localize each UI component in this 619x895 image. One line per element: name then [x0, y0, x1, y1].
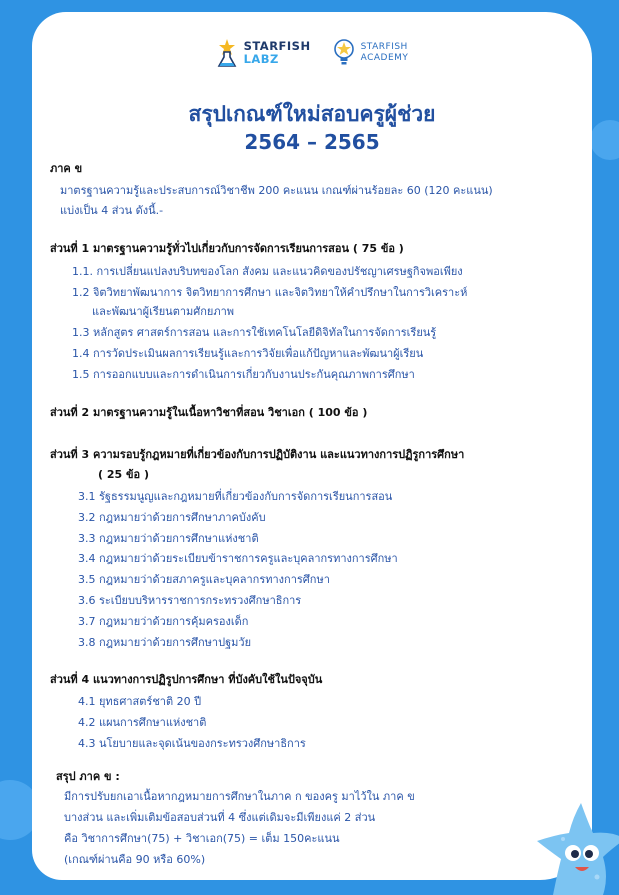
summary-heading: สรุป ภาค ข :: [56, 770, 120, 783]
list-item: 3.1 รัฐธรรมนูญและกฎหมายที่เกี่ยวข้องกับการจัดการเรียนการสอน: [78, 490, 393, 503]
list-item: 1.3 หลักสูตร ศาสตร์การสอน และการใช้เทคโนโลยีดิจิทัลในการจัดการเรียนรู้: [72, 326, 437, 339]
list-item: 3.4 กฎหมายว่าด้วยระเบียบข้าราชการครูและบุคลากรทางการศึกษา: [78, 552, 398, 565]
list-item: 1.4 การวัดประเมินผลการเรียนรู้และการวิจัยเพื่อแก้ปัญหาและพัฒนาผู้เรียน: [72, 347, 424, 360]
list-item: 4.3 นโยบายและจุดเน้นของกระทรวงศึกษาธิการ: [78, 737, 306, 750]
starfish-mascot-icon: [533, 795, 619, 895]
list-item: 3.3 กฎหมายว่าด้วยการศึกษาแห่งชาติ: [78, 532, 259, 545]
list-item: 3.2 กฎหมายว่าด้วยการศึกษาภาคบังคับ: [78, 511, 266, 524]
background-bubble: [590, 120, 619, 160]
list-item: และพัฒนาผู้เรียนตามศักยภาพ: [92, 305, 235, 318]
page-title: สรุปเกณฑ์ใหม่สอบครูผู้ช่วย: [188, 102, 436, 126]
section-heading: ภาค ข: [50, 162, 83, 175]
list-item: 3.6 ระเบียบบริหารราชการกระทรวงศึกษาธิการ: [78, 594, 302, 607]
logo-labz-line2: LABZ: [243, 52, 279, 66]
list-item: 3.8 กฎหมายว่าด้วยการศึกษาปฐมวัย: [78, 636, 252, 649]
part2-heading: ส่วนที่ 2 มาตรฐานความรู้ในเนื้อหาวิชาที่สอน วิชาเอก ( 100 ข้อ ): [50, 406, 368, 419]
page-subtitle-years: 2564 – 2565: [244, 130, 380, 154]
summary-line: บางส่วน และเพิ่มเติมข้อสอบส่วนที่ 4 ซึ่งแต่เดิมจะมีเพียงแค่ 2 ส่วน: [64, 811, 376, 824]
logo-bar: [32, 38, 592, 68]
part3-count: ( 25 ข้อ ): [98, 468, 149, 481]
list-item: 3.7 กฎหมายว่าด้วยการคุ้มครองเด็ก: [78, 615, 249, 628]
bulb-star-icon: [333, 38, 355, 68]
intro-line: มาตรฐานความรู้และประสบการณ์วิชาชีพ 200 คะแนน เกณฑ์ผ่านร้อยละ 60 (120 คะแนน): [60, 184, 493, 197]
logo-labz-line1: STARFISH: [243, 39, 311, 53]
list-item: 4.1 ยุทธศาสตร์ชาติ 20 ปี: [78, 695, 202, 708]
summary-line: มีการปรับยกเอาเนื้อหากฎหมายการศึกษาในภาค ก ของครู มาไว้ใน ภาค ข: [64, 790, 415, 803]
logo-academy-line2: ACADEMY: [360, 53, 409, 63]
list-item: 1.2 จิตวิทยาพัฒนาการ จิตวิทยาการศึกษา และจิตวิทยาให้คำปรึกษาในการวิเคราะห์: [72, 286, 468, 299]
starfish-labz-logo: [216, 38, 311, 68]
intro-line: แบ่งเป็น 4 ส่วน ดังนี้.-: [60, 204, 164, 217]
starfish-academy-logo: [333, 38, 409, 68]
list-item: 4.2 แผนการศึกษาแห่งชาติ: [78, 716, 207, 729]
flask-star-icon: [216, 38, 238, 68]
summary-line: (เกณฑ์ผ่านคือ 90 หรือ 60%): [64, 853, 206, 866]
content-card: [32, 12, 592, 880]
list-item: 3.5 กฎหมายว่าด้วยสภาครูและบุคลากรทางการศึกษา: [78, 573, 330, 586]
logo-academy-line1: STARFISH: [360, 42, 408, 52]
list-item: 1.1. การเปลี่ยนแปลงบริบทของโลก สังคม และแนวคิดของปรัชญาเศรษฐกิจพอเพียง: [72, 265, 463, 278]
summary-line: คือ วิชาการศึกษา(75) + วิชาเอก(75) = เต็ม 150คะแนน: [64, 832, 340, 845]
part3-heading: ส่วนที่ 3 ความรอบรู้กฎหมายที่เกี่ยวข้องกับการปฏิบัติงาน และแนวทางการปฏิรูการศึกษา: [50, 448, 465, 461]
part4-heading: ส่วนที่ 4 แนวทางการปฏิรูปการศึกษา ที่บังคับใช้ในปัจจุบัน: [50, 673, 323, 686]
list-item: 1.5 การออกแบบและการดำเนินการเกี่ยวกับงานประกันคุณภาพการศึกษา: [72, 368, 415, 381]
part1-heading: ส่วนที่ 1 มาตรฐานความรู้ทั่วไปเกี่ยวกับการจัดการเรียนการสอน ( 75 ข้อ ): [50, 242, 404, 255]
